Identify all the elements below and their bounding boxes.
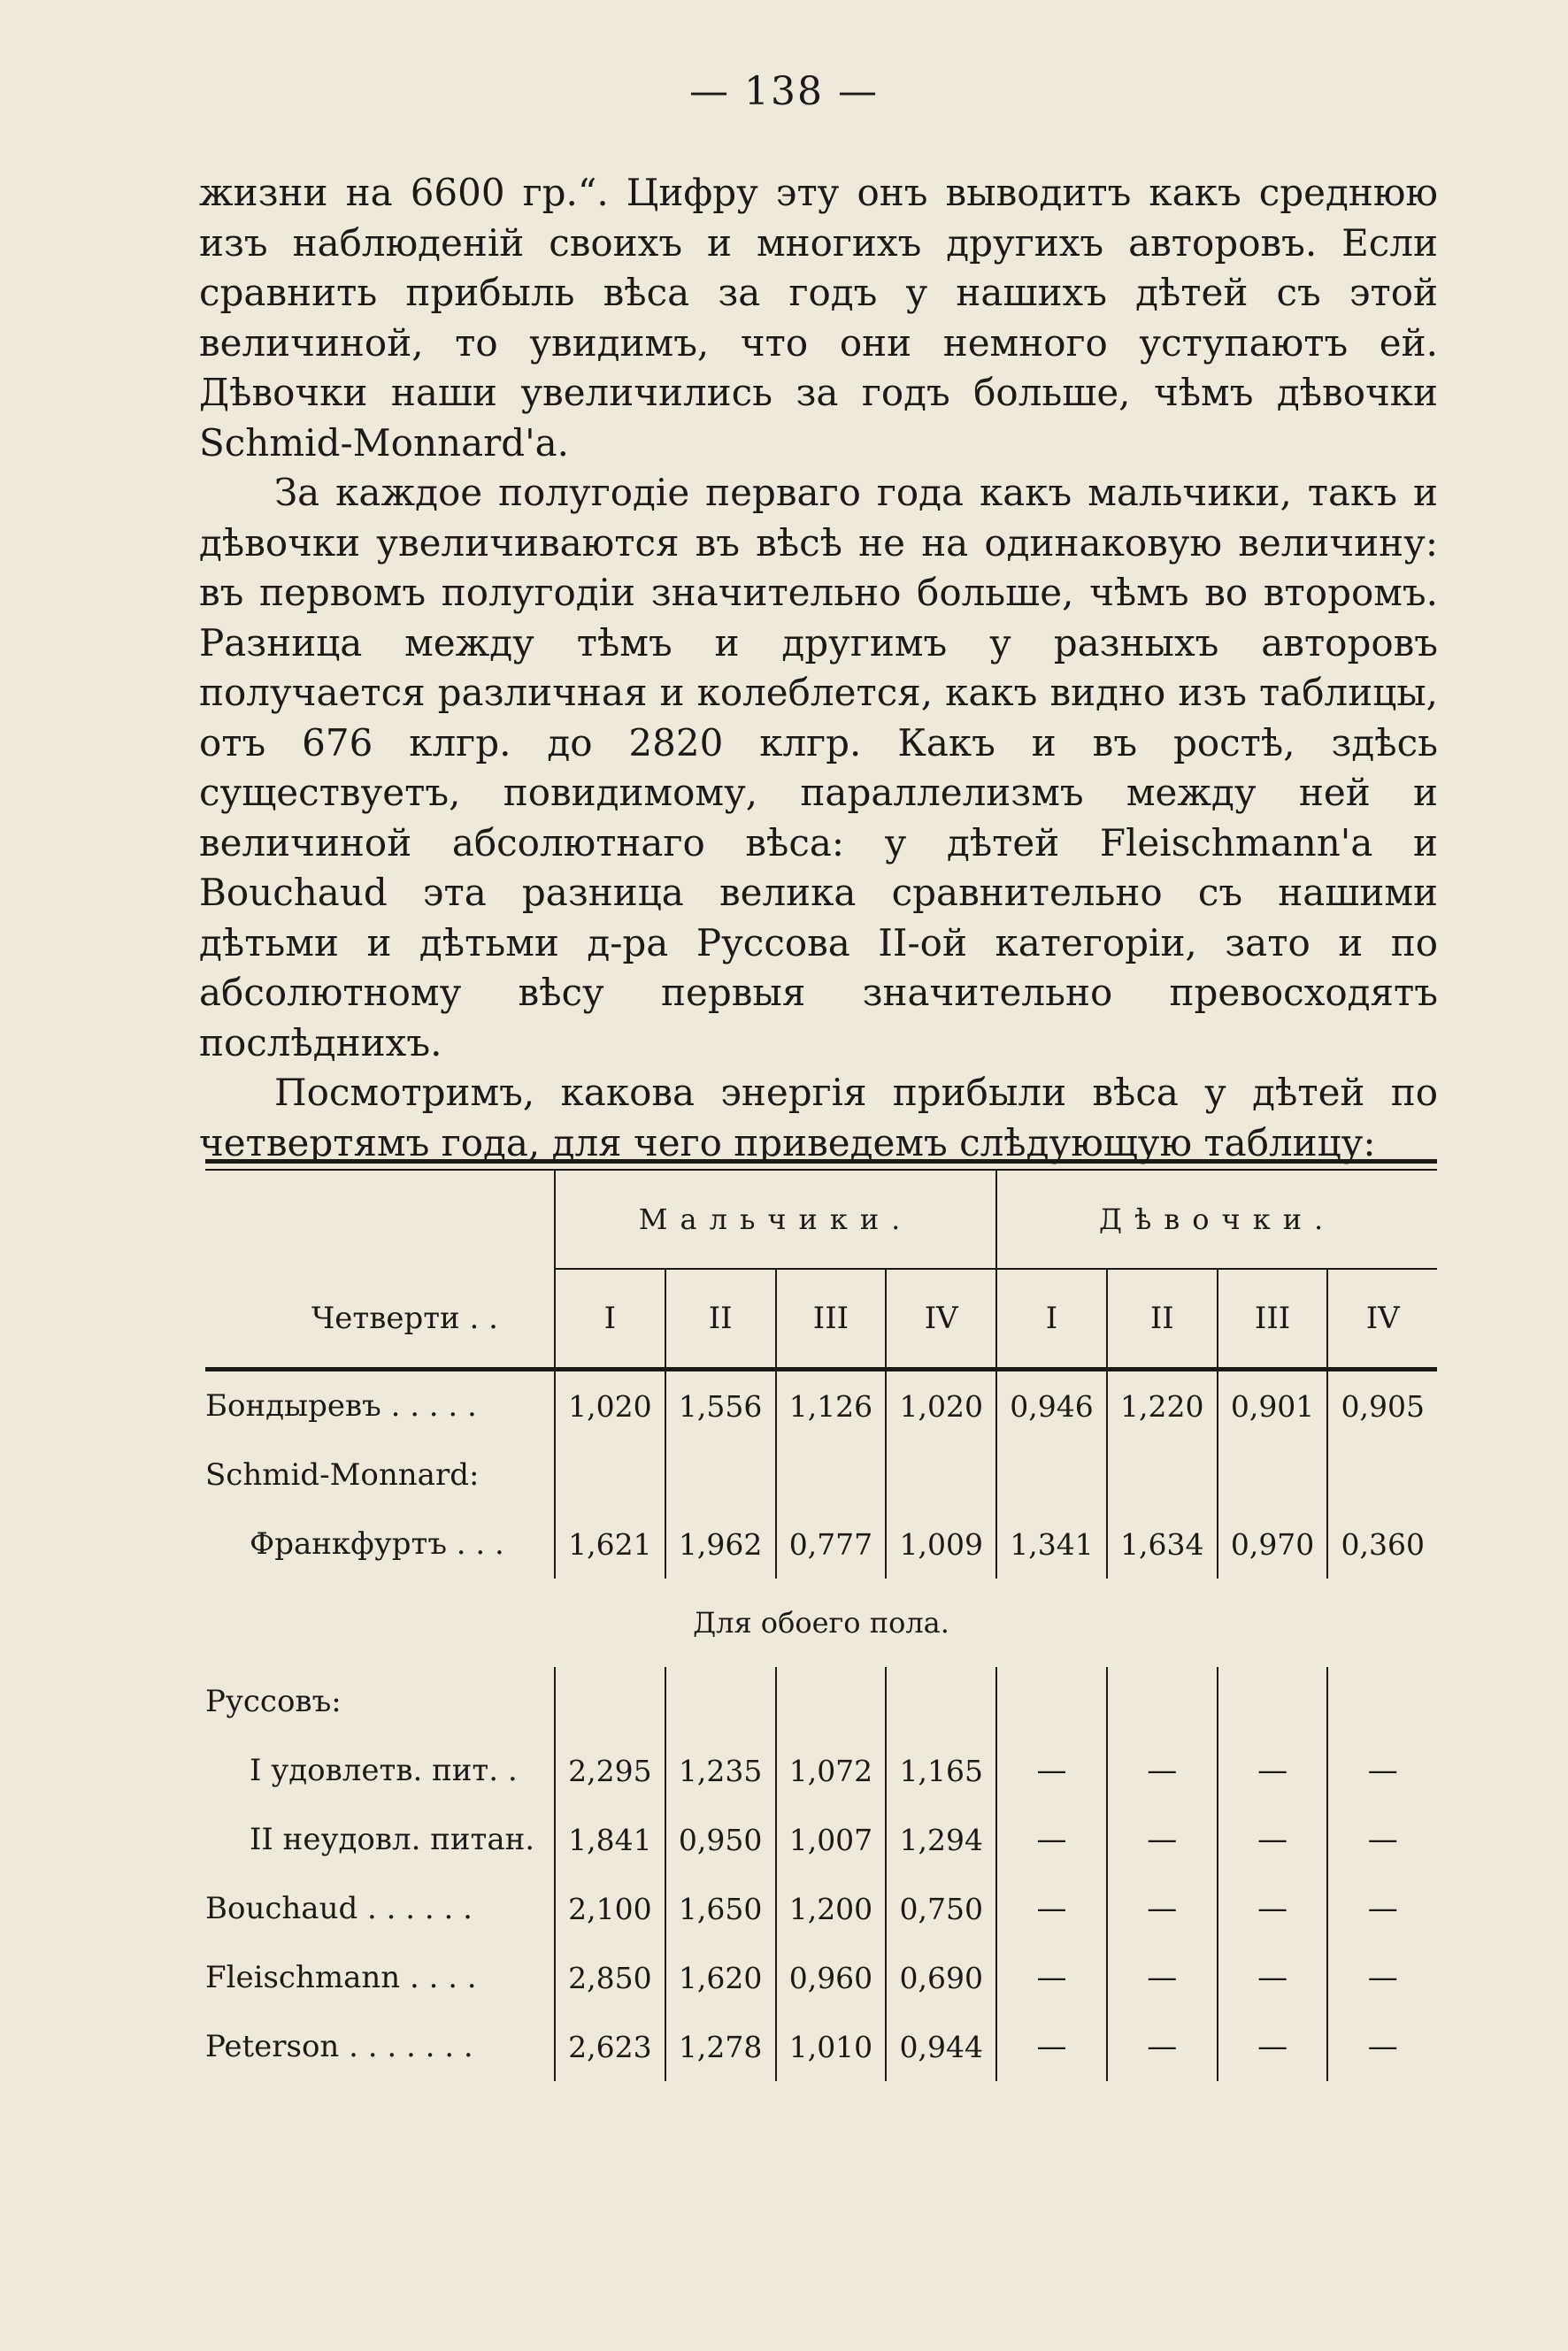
value-cell: 0,944 <box>886 2012 996 2081</box>
row-label: Руссовъ: <box>205 1684 342 1719</box>
quarter-header: II <box>665 1269 776 1370</box>
value-cell <box>886 1441 996 1510</box>
value-cell: — <box>996 1736 1107 1805</box>
row-label: I удовлетв. пит. . <box>250 1753 518 1788</box>
value-cell <box>665 1441 776 1510</box>
value-cell <box>1218 1667 1328 1736</box>
value-cell: — <box>1107 1736 1218 1805</box>
value-cell: 1,220 <box>1107 1370 1218 1441</box>
quarter-header: II <box>1107 1269 1218 1370</box>
row-label: Bouchaud . . . . . . <box>205 1891 473 1926</box>
value-cell <box>1327 1441 1437 1510</box>
table-row <box>205 1736 1437 1805</box>
value-cell: — <box>1107 1805 1218 1874</box>
value-cell <box>996 1667 1107 1736</box>
row-label: Schmid-Monnard: <box>205 1457 480 1493</box>
paragraph-1: жизни на 6600 гр.“. Цифру эту онъ выводитъ какъ среднюю изъ наблюденій своихъ и многихъ другихъ авторовъ. Если сравнить прибыль вѣса за годъ у нашихъ дѣтей съ этой величиной, то увидимъ, что они немного уступаютъ ей. Дѣвочки наши увеличились за годъ больше, чѣмъ дѣвочки Schmid-Monnard'a. <box>199 171 1438 465</box>
value-cell: 0,777 <box>776 1510 887 1579</box>
table-row <box>205 1370 1437 1441</box>
value-cell: 2,623 <box>555 2012 665 2081</box>
value-cell <box>1107 1667 1218 1736</box>
table-row <box>205 1441 1437 1510</box>
header-empty-cell <box>205 1171 555 1269</box>
value-cell: 1,650 <box>665 1874 776 1943</box>
paragraph-3: Посмотримъ, какова энергія прибыли вѣса у дѣтей по четвертямъ года, для чего приведемъ слѣдующую таблицу: <box>199 1071 1438 1164</box>
body-text <box>199 168 1438 1168</box>
quarter-header: III <box>776 1269 887 1370</box>
value-cell: 1,165 <box>886 1736 996 1805</box>
value-cell <box>1107 1441 1218 1510</box>
value-cell: 0,950 <box>665 1805 776 1874</box>
value-cell: — <box>1107 2012 1218 2081</box>
value-cell: 1,634 <box>1107 1510 1218 1579</box>
paragraph-2: За каждое полугодіе перваго года какъ мальчики, такъ и дѣвочки увеличиваются въ вѣсѣ не на одинаковую величину: въ первомъ полугодіи значительно больше, чѣмъ во второмъ. Разница между тѣмъ и другимъ у разныхъ авторовъ получается различная и колеблется, какъ видно изъ таблицы, отъ 676 клгр. до 2820 клгр. Какъ и въ ростѣ, здѣсь существуетъ, повидимому, параллелизмъ между ней и величиной абсолютнаго вѣса: у дѣтей Fleischmann'a и Bouchaud эта разница велика сравнительно съ нашими дѣтьми и дѣтьми д-ра Руссова II-ой категоріи, зато и по абсолютному вѣсу первыя значительно превосходятъ послѣднихъ. <box>199 471 1438 1064</box>
value-cell: — <box>1218 1943 1328 2012</box>
value-cell: — <box>996 1874 1107 1943</box>
table-body-top <box>205 1370 1437 1579</box>
table-row <box>205 1667 1437 1736</box>
value-cell: 1,235 <box>665 1736 776 1805</box>
value-cell: 2,850 <box>555 1943 665 2012</box>
value-cell: — <box>1327 1874 1437 1943</box>
table-row <box>205 2012 1437 2081</box>
value-cell: — <box>1218 1805 1328 1874</box>
value-cell <box>776 1667 887 1736</box>
value-cell: 1,294 <box>886 1805 996 1874</box>
value-cell: 1,621 <box>555 1510 665 1579</box>
value-cell <box>776 1441 887 1510</box>
value-cell: 0,905 <box>1327 1370 1437 1441</box>
value-cell: — <box>1218 1736 1328 1805</box>
value-cell: — <box>1218 2012 1328 2081</box>
value-cell: — <box>996 1805 1107 1874</box>
header-boys: Мальчики. <box>555 1171 996 1269</box>
value-cell: 0,946 <box>996 1370 1107 1441</box>
value-cell: — <box>996 2012 1107 2081</box>
quarter-header: IV <box>886 1269 996 1370</box>
value-cell <box>886 1667 996 1736</box>
table-top-rule <box>205 1159 1437 1171</box>
row-label: II неудовл. питан. <box>250 1822 535 1857</box>
weight-gain-table <box>205 1159 1437 2081</box>
value-cell: 1,007 <box>776 1805 887 1874</box>
value-cell: — <box>1327 1736 1437 1805</box>
row-label: Peterson . . . . . . . <box>205 2029 473 2064</box>
page-number: — 138 — <box>689 69 879 114</box>
value-cell: 1,620 <box>665 1943 776 2012</box>
quarter-header: IV <box>1327 1269 1437 1370</box>
value-cell: 2,100 <box>555 1874 665 1943</box>
table-row <box>205 1874 1437 1943</box>
quarter-header: III <box>1218 1269 1328 1370</box>
value-cell: 1,341 <box>996 1510 1107 1579</box>
value-cell <box>665 1667 776 1736</box>
value-cell: 1,278 <box>665 2012 776 2081</box>
value-cell: 1,020 <box>555 1370 665 1441</box>
both-sexes-caption: Для обоего пола. <box>693 1606 949 1640</box>
value-cell: 2,295 <box>555 1736 665 1805</box>
quarter-header: I <box>555 1269 665 1370</box>
value-cell: — <box>1327 1943 1437 2012</box>
value-cell: 1,072 <box>776 1736 887 1805</box>
value-cell <box>555 1667 665 1736</box>
value-cell: 1,009 <box>886 1510 996 1579</box>
value-cell <box>555 1441 665 1510</box>
value-cell: 0,960 <box>776 1943 887 2012</box>
row-label: Франкфуртъ . . . <box>250 1526 504 1562</box>
value-cell: 1,200 <box>776 1874 887 1943</box>
row-label: Бондыревъ . . . . . <box>205 1388 477 1424</box>
quarter-header: I <box>996 1269 1107 1370</box>
value-cell: 0,901 <box>1218 1370 1328 1441</box>
value-cell: 1,010 <box>776 2012 887 2081</box>
table-row <box>205 1510 1437 1579</box>
value-cell: 1,841 <box>555 1805 665 1874</box>
table-body-bottom <box>205 1667 1437 2081</box>
table-row <box>205 1943 1437 2012</box>
value-cell <box>1327 1667 1437 1736</box>
header-girls: Дѣвочки. <box>996 1171 1437 1269</box>
value-cell: 1,126 <box>776 1370 887 1441</box>
table-row <box>205 1805 1437 1874</box>
value-cell: 0,690 <box>886 1943 996 2012</box>
value-cell: 0,360 <box>1327 1510 1437 1579</box>
value-cell: 1,962 <box>665 1510 776 1579</box>
value-cell: 1,556 <box>665 1370 776 1441</box>
value-cell: — <box>996 1943 1107 2012</box>
value-cell: — <box>1327 1805 1437 1874</box>
quarters-label: Четверти . . <box>311 1300 498 1336</box>
value-cell: — <box>1327 2012 1437 2081</box>
value-cell: — <box>1107 1874 1218 1943</box>
value-cell <box>1218 1441 1328 1510</box>
value-cell: 1,020 <box>886 1370 996 1441</box>
value-cell: 0,970 <box>1218 1510 1328 1579</box>
value-cell <box>996 1441 1107 1510</box>
value-cell: 0,750 <box>886 1874 996 1943</box>
row-label: Fleischmann . . . . <box>205 1960 477 1995</box>
value-cell: — <box>1218 1874 1328 1943</box>
value-cell: — <box>1107 1943 1218 2012</box>
quarters-table <box>205 1171 1437 2081</box>
